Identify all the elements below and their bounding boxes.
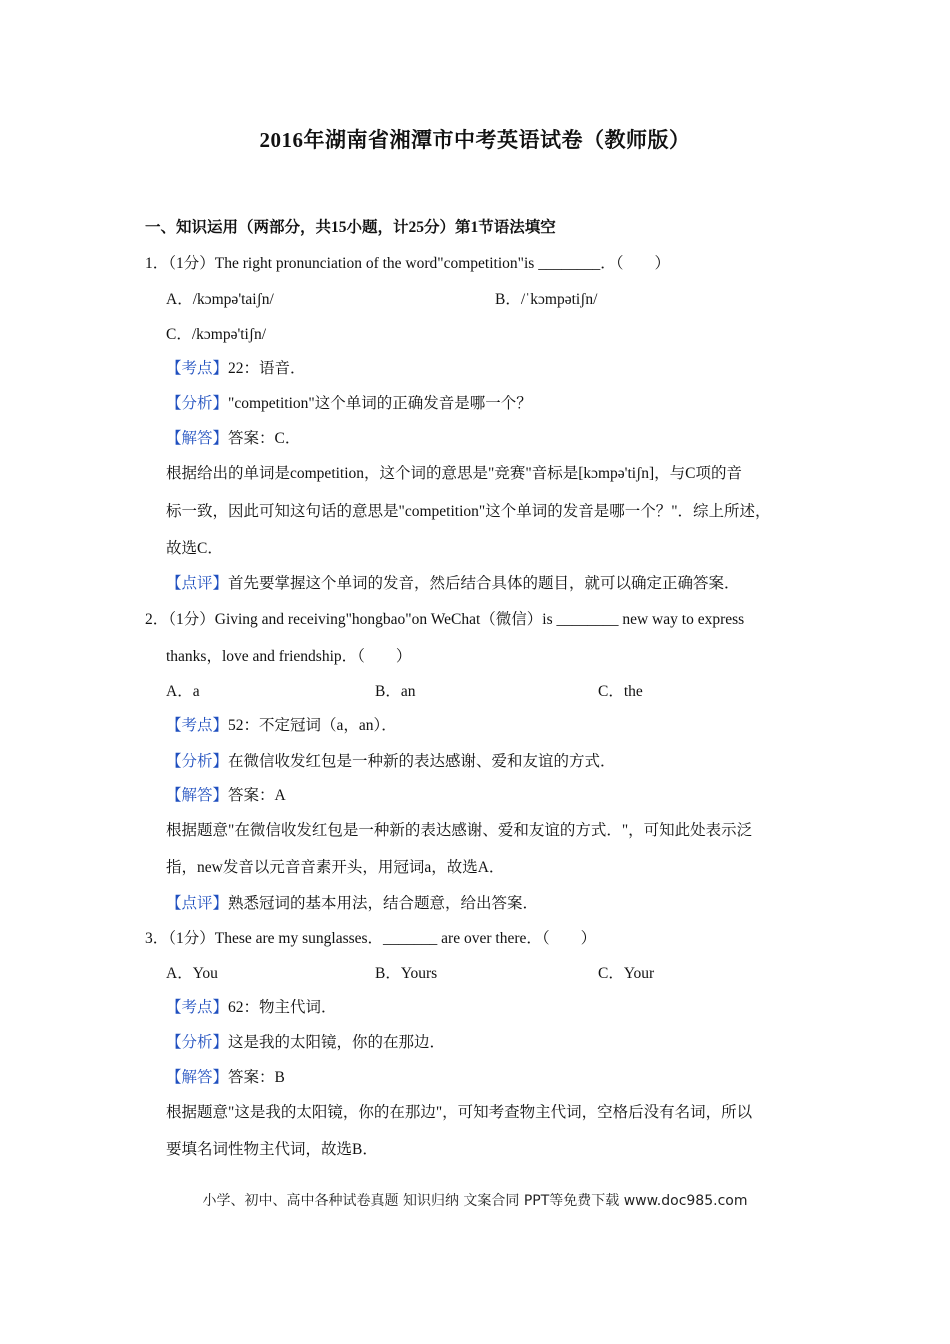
jieda-label: 【解答】 bbox=[166, 430, 229, 447]
question-1-jieda bbox=[166, 429, 300, 449]
question-1-explain-line: 根据给出的单词是competition，这个词的意思是"竞赛"音标是[kɔmpə'tiʃn]，与C项的音 bbox=[166, 465, 742, 482]
question-3-stem: 3．（1分）These are my sunglasses．_______ are over there．（ ） bbox=[145, 930, 597, 947]
jieda-text: 答案：B bbox=[228, 1069, 285, 1086]
question-1-option-c: C．/kɔmpə'tiʃn/ bbox=[166, 326, 267, 343]
kaodian-label: 【考点】 bbox=[166, 999, 229, 1016]
question-3-jieda bbox=[166, 1068, 285, 1088]
question-2-jieda bbox=[166, 786, 286, 806]
question-2-option-c: C．the bbox=[598, 683, 643, 700]
kaodian-text: 52：不定冠词（a，an）． bbox=[228, 717, 397, 734]
fenxi-label: 【分析】 bbox=[166, 753, 229, 770]
question-3-explain-line: 要填名词性物主代词，故选B． bbox=[166, 1141, 378, 1158]
question-2-stem: 2．（1分）Giving and receiving"hongbao"on WeChat（微信）is ________ new way to express bbox=[145, 611, 745, 628]
question-1-dianping bbox=[166, 574, 740, 594]
page-footer: 小学、初中、高中各种试卷真题 知识归纳 文案合同 PPT等免费下载 www.doc985.com bbox=[202, 1193, 748, 1209]
question-1-option-a: A．/kɔmpə'taiʃn/ bbox=[166, 291, 274, 308]
question-2-explain-line: 根据题意"在微信收发红包是一种新的表达感谢、爱和友谊的方式．"，可知此处表示泛 bbox=[166, 822, 753, 839]
jieda-text: 答案：A bbox=[228, 787, 286, 804]
fenxi-text: 这是我的太阳镜，你的在那边． bbox=[228, 1034, 446, 1051]
question-1-fenxi bbox=[166, 394, 532, 414]
question-2-option-a: A．a bbox=[166, 683, 200, 700]
question-2-dianping bbox=[166, 894, 538, 914]
question-2-explain-line: 指，new发音以元音音素开头，用冠词a，故选A． bbox=[166, 859, 505, 876]
question-3-option-b: B．Yours bbox=[375, 965, 438, 982]
page-title: 2016年湖南省湘潭市中考英语试卷（教师版） bbox=[259, 128, 691, 152]
question-1-kaodian bbox=[166, 359, 306, 379]
fenxi-label: 【分析】 bbox=[166, 1034, 229, 1051]
fenxi-text: 在微信收发红包是一种新的表达感谢、爱和友谊的方式． bbox=[228, 753, 616, 770]
fenxi-label: 【分析】 bbox=[166, 395, 229, 412]
question-2-fenxi bbox=[166, 752, 616, 772]
question-1-explain-line: 故选C． bbox=[166, 540, 223, 557]
question-1-option-b: B．/ˈkɔmpətiʃn/ bbox=[495, 291, 598, 308]
section-heading: 一、知识运用（两部分，共15小题，计25分）第1节语法填空 bbox=[145, 219, 556, 236]
question-1-stem: 1．（1分）The right pronunciation of the word"competition"is ________．（ ） bbox=[145, 255, 670, 272]
dianping-text: 熟悉冠词的基本用法，结合题意，给出答案． bbox=[228, 895, 539, 912]
question-3-option-c: C．Your bbox=[598, 965, 655, 982]
question-2-stem-cont: thanks，love and friendship．（ ） bbox=[166, 648, 412, 665]
question-2-kaodian bbox=[166, 716, 397, 736]
dianping-label: 【点评】 bbox=[166, 895, 229, 912]
fenxi-text: "competition"这个单词的正确发音是哪一个？ bbox=[228, 395, 532, 412]
question-3-explain-line: 根据题意"这是我的太阳镜，你的在那边"，可知考查物主代词，空格后没有名词，所以 bbox=[166, 1104, 753, 1121]
kaodian-text: 22：语音． bbox=[228, 360, 306, 377]
question-3-fenxi bbox=[166, 1033, 445, 1053]
question-2-option-b: B．an bbox=[375, 683, 416, 700]
kaodian-text: 62：物主代词． bbox=[228, 999, 337, 1016]
jieda-text: 答案：C． bbox=[228, 430, 301, 447]
question-3-kaodian bbox=[166, 998, 337, 1018]
question-1-explain-line: 标一致，因此可知这句话的意思是"competition"这个单词的发音是哪一个？"．综上所述， bbox=[166, 503, 771, 520]
jieda-label: 【解答】 bbox=[166, 787, 229, 804]
question-3-option-a: A．You bbox=[166, 965, 218, 982]
kaodian-label: 【考点】 bbox=[166, 717, 229, 734]
kaodian-label: 【考点】 bbox=[166, 360, 229, 377]
dianping-text: 首先要掌握这个单词的发音，然后结合具体的题目，就可以确定正确答案． bbox=[228, 575, 740, 592]
jieda-label: 【解答】 bbox=[166, 1069, 229, 1086]
dianping-label: 【点评】 bbox=[166, 575, 229, 592]
